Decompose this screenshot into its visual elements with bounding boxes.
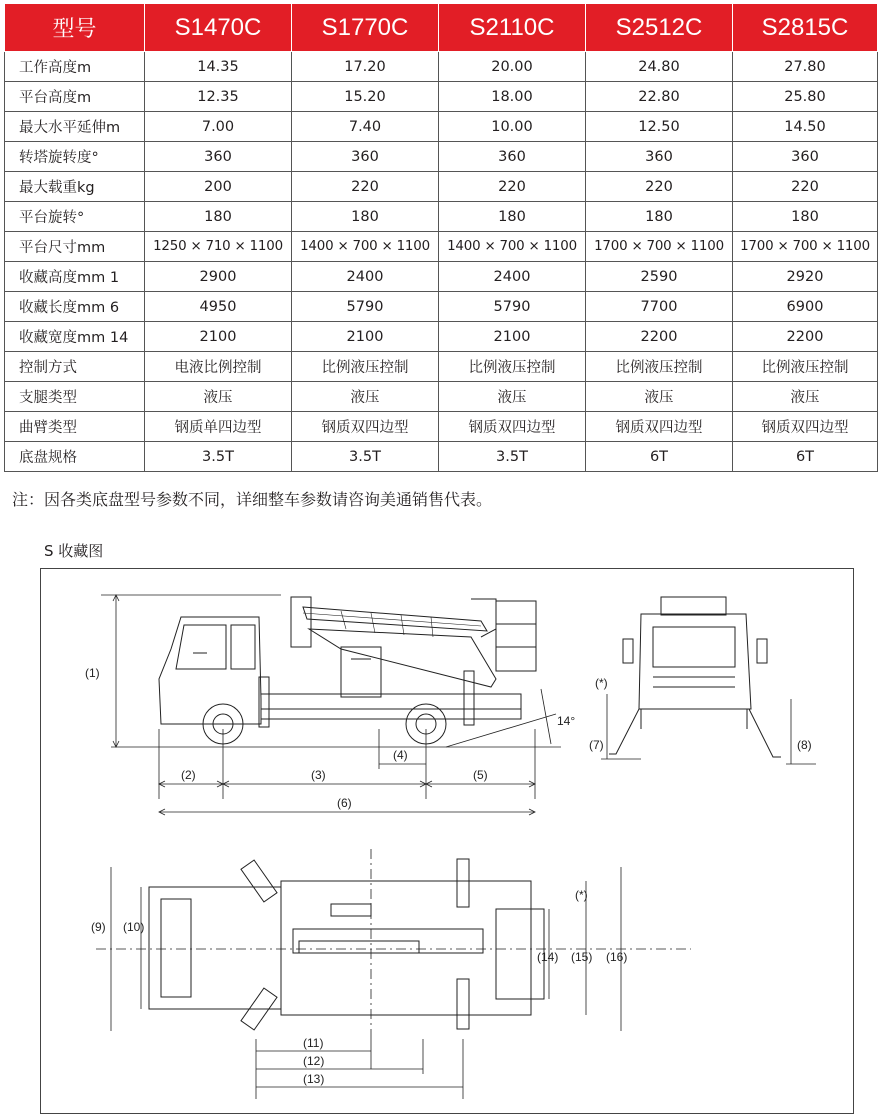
spec-value: 180	[586, 202, 733, 232]
spec-value: 14.50	[733, 112, 878, 142]
spec-value: 180	[292, 202, 439, 232]
table-row	[5, 412, 878, 442]
spec-value: 电液比例控制	[145, 352, 292, 382]
header-s2110c: S2110C	[439, 4, 586, 52]
dim-label-3: (3)	[311, 768, 326, 782]
spec-value: 6900	[733, 292, 878, 322]
table-header-row	[5, 4, 878, 52]
row-label: 最大水平延伸m	[5, 112, 145, 142]
spec-value: 1700 × 700 × 1100	[586, 232, 733, 262]
table-row	[5, 232, 878, 262]
dim-label-1: (1)	[85, 666, 100, 680]
dim-label-14: (14)	[537, 950, 559, 964]
table-row	[5, 82, 878, 112]
spec-value: 360	[145, 142, 292, 172]
spec-value: 20.00	[439, 52, 586, 82]
row-label: 最大载重kg	[5, 172, 145, 202]
dimension-labels	[85, 666, 812, 1086]
spec-value: 200	[145, 172, 292, 202]
spec-value: 比例液压控制	[733, 352, 878, 382]
spec-value: 2100	[292, 322, 439, 352]
spec-value: 360	[733, 142, 878, 172]
dim-label-8: (8)	[797, 738, 812, 752]
table-row	[5, 352, 878, 382]
spec-value: 360	[586, 142, 733, 172]
spec-value: 1400 × 700 × 1100	[439, 232, 586, 262]
table-row	[5, 442, 878, 472]
dim-label-5: (5)	[473, 768, 488, 782]
table-row	[5, 292, 878, 322]
spec-value: 7.00	[145, 112, 292, 142]
spec-value: 22.80	[586, 82, 733, 112]
dim-label-10: (10)	[123, 920, 145, 934]
spec-value: 7.40	[292, 112, 439, 142]
spec-value: 360	[439, 142, 586, 172]
spec-value: 2590	[586, 262, 733, 292]
spec-table	[4, 3, 878, 472]
spec-value: 比例液压控制	[292, 352, 439, 382]
spec-value: 18.00	[439, 82, 586, 112]
front-view-truck-illustration	[609, 597, 781, 757]
spec-value: 220	[733, 172, 878, 202]
table-row	[5, 52, 878, 82]
dim-label-star-top: (*)	[575, 888, 588, 902]
spec-value: 2920	[733, 262, 878, 292]
spec-value: 液压	[145, 382, 292, 412]
spec-value: 液压	[586, 382, 733, 412]
spec-value: 10.00	[439, 112, 586, 142]
table-row	[5, 112, 878, 142]
spec-value: 1700 × 700 × 1100	[733, 232, 878, 262]
table-row	[5, 382, 878, 412]
header-s2512c: S2512C	[586, 4, 733, 52]
spec-value: 3.5T	[145, 442, 292, 472]
row-label: 工作高度m	[5, 52, 145, 82]
spec-value: 15.20	[292, 82, 439, 112]
header-s1470c: S1470C	[145, 4, 292, 52]
dim-label-7: (7)	[589, 738, 604, 752]
spec-value: 钢质双四边型	[733, 412, 878, 442]
dim-label-2: (2)	[181, 768, 196, 782]
angle-label: 14°	[557, 714, 576, 728]
row-label: 曲臂类型	[5, 412, 145, 442]
spec-value: 25.80	[733, 82, 878, 112]
dim-label-6: (6)	[337, 796, 352, 810]
spec-value: 180	[439, 202, 586, 232]
spec-value: 5790	[439, 292, 586, 322]
table-row	[5, 202, 878, 232]
spec-value: 17.20	[292, 52, 439, 82]
spec-value: 2100	[145, 322, 292, 352]
drawing-frame	[40, 568, 854, 1114]
spec-value: 6T	[586, 442, 733, 472]
row-label: 收藏高度mm 1	[5, 262, 145, 292]
spec-value: 220	[292, 172, 439, 202]
spec-value: 220	[439, 172, 586, 202]
spec-value: 比例液压控制	[586, 352, 733, 382]
spec-value: 比例液压控制	[439, 352, 586, 382]
top-view-truck-illustration	[149, 859, 544, 1030]
side-view-truck-illustration	[111, 597, 561, 747]
spec-value: 2100	[439, 322, 586, 352]
spec-value: 钢质单四边型	[145, 412, 292, 442]
row-label: 收藏宽度mm 14	[5, 322, 145, 352]
spec-value: 3.5T	[439, 442, 586, 472]
spec-value: 2900	[145, 262, 292, 292]
spec-value: 钢质双四边型	[586, 412, 733, 442]
row-label: 平台旋转°	[5, 202, 145, 232]
dim-label-11: (11)	[303, 1036, 324, 1050]
spec-value: 7700	[586, 292, 733, 322]
spec-value: 钢质双四边型	[292, 412, 439, 442]
spec-value: 2200	[586, 322, 733, 352]
table-row	[5, 262, 878, 292]
dim-label-13: (13)	[303, 1072, 325, 1086]
spec-value: 180	[145, 202, 292, 232]
row-label: 控制方式	[5, 352, 145, 382]
spec-value: 2400	[292, 262, 439, 292]
spec-value: 2400	[439, 262, 586, 292]
table-row	[5, 142, 878, 172]
spec-value: 2200	[733, 322, 878, 352]
dim-label-12: (12)	[303, 1054, 325, 1068]
header-s2815c: S2815C	[733, 4, 878, 52]
dim-label-4: (4)	[393, 748, 408, 762]
spec-value: 液压	[733, 382, 878, 412]
row-label: 支腿类型	[5, 382, 145, 412]
dim-label-9: (9)	[91, 920, 106, 934]
spec-value: 5790	[292, 292, 439, 322]
dim-label-star-front: (*)	[595, 676, 608, 690]
row-label: 平台高度m	[5, 82, 145, 112]
spec-value: 钢质双四边型	[439, 412, 586, 442]
spec-value: 360	[292, 142, 439, 172]
spec-value: 220	[586, 172, 733, 202]
header-s1770c: S1770C	[292, 4, 439, 52]
spec-value: 24.80	[586, 52, 733, 82]
header-model: 型号	[5, 4, 145, 52]
stowed-dimension-drawing	[41, 569, 855, 1115]
spec-value: 3.5T	[292, 442, 439, 472]
spec-value: 1250 × 710 × 1100	[145, 232, 292, 262]
spec-value: 液压	[439, 382, 586, 412]
spec-value: 液压	[292, 382, 439, 412]
drawing-title: S 收藏图	[44, 542, 104, 560]
spec-value: 27.80	[733, 52, 878, 82]
table-row	[5, 172, 878, 202]
spec-value: 14.35	[145, 52, 292, 82]
row-label: 底盘规格	[5, 442, 145, 472]
spec-value: 180	[733, 202, 878, 232]
spec-value: 12.50	[586, 112, 733, 142]
row-label: 收藏长度mm 6	[5, 292, 145, 322]
dim-label-15: (15)	[571, 950, 593, 964]
table-row	[5, 322, 878, 352]
footnote: 注：因各类底盘型号参数不同，详细整车参数请咨询美通销售代表。	[12, 490, 493, 509]
spec-table-body	[5, 52, 878, 472]
row-label: 平台尺寸mm	[5, 232, 145, 262]
dim-label-16: (16)	[606, 950, 628, 964]
spec-value: 4950	[145, 292, 292, 322]
row-label: 转塔旋转度°	[5, 142, 145, 172]
spec-value: 6T	[733, 442, 878, 472]
spec-value: 12.35	[145, 82, 292, 112]
spec-value: 1400 × 700 × 1100	[292, 232, 439, 262]
